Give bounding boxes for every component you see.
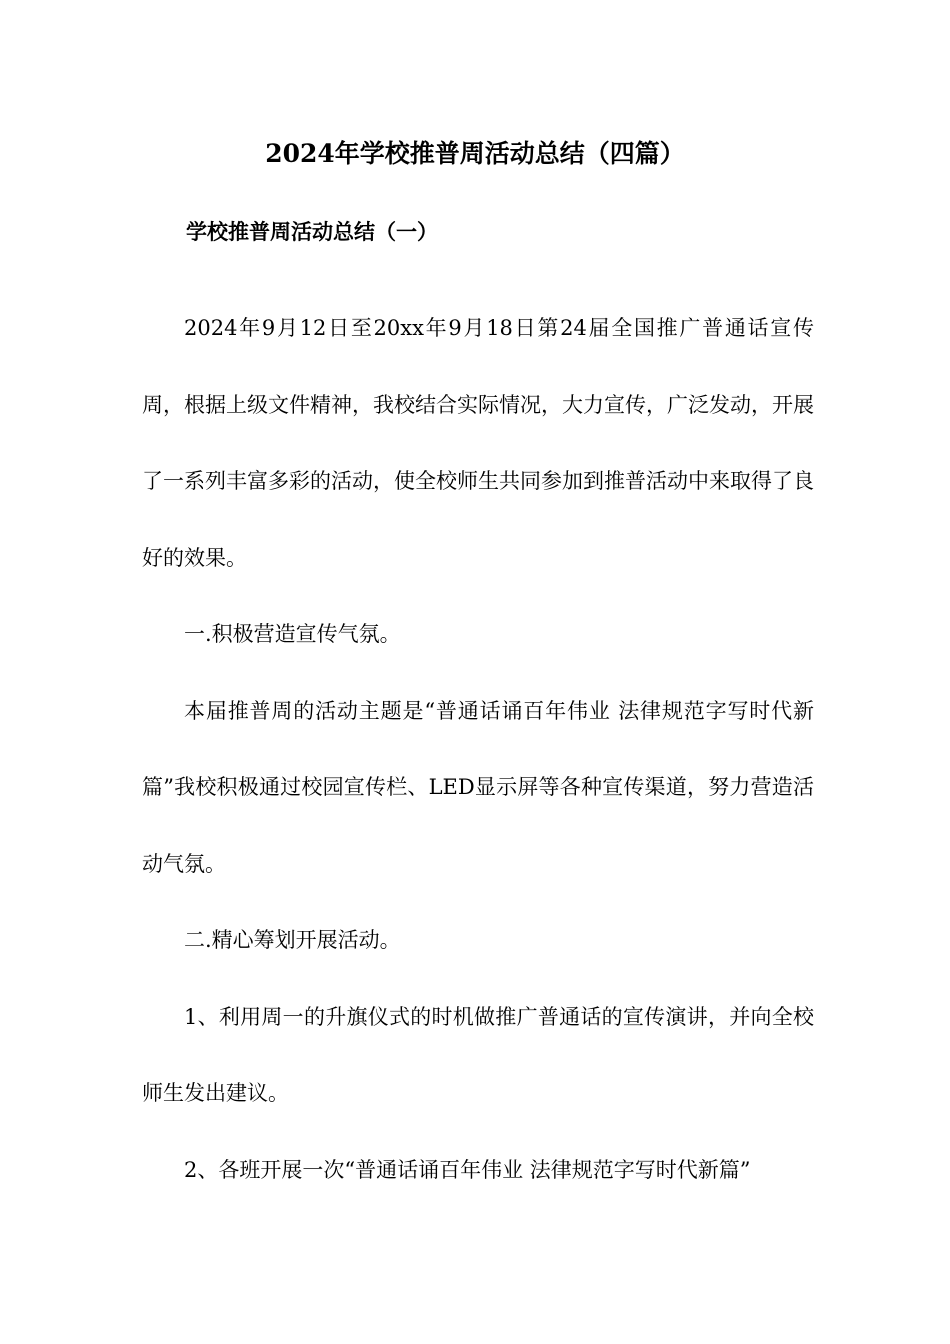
paragraph-heading-one: 一.积极营造宣传气氛。 — [184, 622, 401, 646]
paragraph-item-one: 1、利用周一的升旗仪式的时机做推广普通话的宣传演讲，并向全校师生发出建议。 — [142, 1004, 814, 1105]
document-title: 2024年学校推普周活动总结（四篇） — [265, 139, 685, 168]
paragraph-heading-two: 二.精心筹划开展活动。 — [184, 928, 401, 952]
paragraph-intro: 2024年9月12日至20xx年9月18日第24届全国推广普通话宣传周，根据上级文件精神，我校结合实际情况，大力宣传，广泛发动，开展了一系列丰富多彩的活动，使全校师生共同参加到推普活动中来取得了良好的效果。 — [142, 316, 814, 570]
document-body — [142, 290, 814, 1208]
paragraph-theme: 本届推普周的活动主题是“普通话诵百年伟业 法律规范字写时代新篇”我校积极通过校园宣传栏、LED显示屏等各种宣传渠道，努力营造活动气氛。 — [142, 698, 814, 876]
paragraph-item-two: 2、各班开展一次“普通话诵百年伟业 法律规范字写时代新篇” — [184, 1157, 751, 1182]
section-heading: 学校推普周活动总结（一） — [186, 219, 438, 244]
